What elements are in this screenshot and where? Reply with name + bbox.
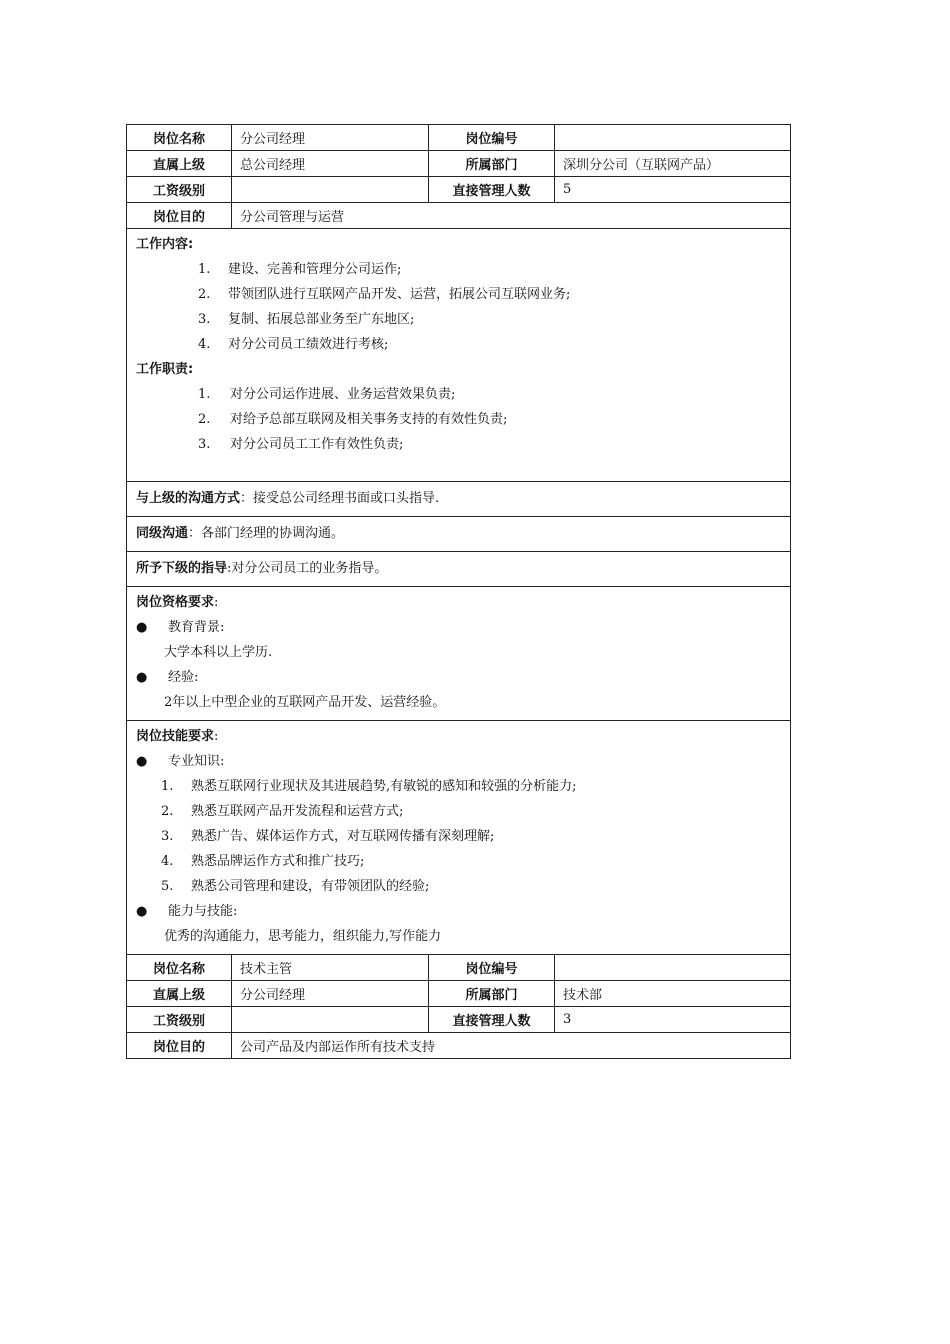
list-item: 1. 建设、完善和管理分公司运作; — [198, 262, 402, 277]
row-work-content — [127, 229, 791, 482]
experience-text: 2年以上中型企业的互联网产品开发、运营经验。 — [164, 695, 446, 710]
value-position-name: 分公司经理 — [232, 125, 429, 151]
value-salary-level — [232, 177, 429, 203]
list-item: ● 能力与技能: — [136, 899, 781, 924]
list-item: ● 经验: — [136, 665, 781, 690]
label-position-code: 岗位编号 — [429, 125, 555, 151]
row-superior — [127, 151, 791, 177]
value-purpose: 分公司管理与运营 — [232, 203, 791, 229]
bullet-icon: ● — [136, 670, 148, 685]
label-salary-level: 工资级别 — [127, 1007, 232, 1033]
work-duty-title: 工作职责: — [136, 362, 194, 377]
row-subordinate-guidance — [127, 552, 791, 587]
row-skills: 岗位技能要求: ● 专业知识: 1. 熟悉互联网行业现状及其进展趋势,有敏锐的感知和较强的分析能力; 2. 熟悉互联网产品开发流程和运营方式; 3. 熟悉广告、媒体运作方式，对互联网传播有深刻理解; 4. 熟悉品牌运作方式和推广技巧; 5. 熟悉公司管理和建设，有带领团队的经验; ● 能力与技能: 优秀的沟通能力，思考能力，组织能力,写作能力 — [127, 721, 791, 955]
list-item: 3. 对分公司员工工作有效性负责; — [198, 437, 404, 452]
list-item: 1. 熟悉互联网行业现状及其进展趋势,有敏锐的感知和较强的分析能力; — [161, 779, 577, 794]
education-text: 大学本科以上学历. — [164, 645, 273, 660]
bullet-icon: ● — [136, 754, 148, 769]
row-position-name — [127, 125, 791, 151]
value-department: 深圳分公司（互联网产品） — [555, 151, 791, 177]
list-item: 2. 熟悉互联网产品开发流程和运营方式; — [161, 804, 404, 819]
subordinate-guidance-text: :对分公司员工的业务指导。 — [227, 561, 388, 576]
job-description-document — [126, 124, 790, 1059]
value-superior: 分公司经理 — [232, 981, 429, 1007]
list-item: 4. 对分公司员工绩效进行考核; — [198, 337, 389, 352]
label-superior: 直属上级 — [127, 981, 232, 1007]
list-item: 2. 带领团队进行互联网产品开发、运营，拓展公司互联网业务; — [198, 287, 571, 302]
list-item: 4. 熟悉品牌运作方式和推广技巧; — [161, 854, 365, 869]
upward-communication-text: ：接受总公司经理书面或口头指导. — [240, 491, 440, 506]
value-direct-reports: 5 — [555, 177, 791, 203]
label-purpose: 岗位目的 — [127, 203, 232, 229]
subordinate-guidance-label: 所予下级的指导 — [136, 561, 228, 576]
value-salary-level — [232, 1007, 429, 1033]
peer-communication-text: ：各部门经理的协调沟通。 — [188, 526, 345, 541]
ability-text: 优秀的沟通能力，思考能力，组织能力,写作能力 — [164, 929, 442, 944]
row-salary — [127, 177, 791, 203]
label-salary-level: 工资级别 — [127, 177, 232, 203]
value-department: 技术部 — [555, 981, 791, 1007]
value-superior: 总公司经理 — [232, 151, 429, 177]
label-superior: 直属上级 — [127, 151, 232, 177]
row-qualifications: 岗位资格要求: ● 教育背景: 大学本科以上学历. ● 经验: 2年以上中型企业的互联网产品开发、运营经验。 — [127, 587, 791, 721]
row-superior — [127, 981, 791, 1007]
label-purpose: 岗位目的 — [127, 1033, 232, 1059]
label-department: 所属部门 — [429, 151, 555, 177]
peer-communication-label: 同级沟通 — [136, 526, 189, 541]
bullet-icon: ● — [136, 904, 148, 919]
list-item: 2. 对给予总部互联网及相关事务支持的有效性负责; — [198, 412, 508, 427]
label-direct-reports: 直接管理人数 — [429, 1007, 555, 1033]
row-salary — [127, 1007, 791, 1033]
list-item: 3. 复制、拓展总部业务至广东地区; — [198, 312, 415, 327]
list-item: 1. 对分公司运作进展、业务运营效果负责; — [198, 387, 456, 402]
label-direct-reports: 直接管理人数 — [429, 177, 555, 203]
value-purpose: 公司产品及内部运作所有技术支持 — [232, 1033, 791, 1059]
label-position-name: 岗位名称 — [127, 125, 232, 151]
skills-title: 岗位技能要求 — [136, 729, 215, 744]
list-item: 3. 熟悉广告、媒体运作方式，对互联网传播有深刻理解; — [161, 829, 495, 844]
row-peer-communication — [127, 517, 791, 552]
value-direct-reports: 3 — [555, 1007, 791, 1033]
value-position-code — [555, 955, 791, 981]
row-position-name — [127, 955, 791, 981]
job-description-table — [126, 124, 791, 1059]
upward-communication-label: 与上级的沟通方式 — [136, 491, 241, 506]
row-purpose — [127, 203, 791, 229]
bullet-icon: ● — [136, 620, 148, 635]
label-position-code: 岗位编号 — [429, 955, 555, 981]
list-item: ● 教育背景: — [136, 615, 781, 640]
work-content-title: 工作内容: — [136, 237, 194, 252]
list-item: ● 专业知识: — [136, 749, 781, 774]
row-upward-communication — [127, 482, 791, 517]
value-position-name: 技术主管 — [232, 955, 429, 981]
qualifications-title: 岗位资格要求 — [136, 595, 215, 610]
label-department: 所属部门 — [429, 981, 555, 1007]
label-position-name: 岗位名称 — [127, 955, 232, 981]
value-position-code — [555, 125, 791, 151]
list-item: 5. 熟悉公司管理和建设，有带领团队的经验; — [161, 879, 430, 894]
row-purpose — [127, 1033, 791, 1059]
